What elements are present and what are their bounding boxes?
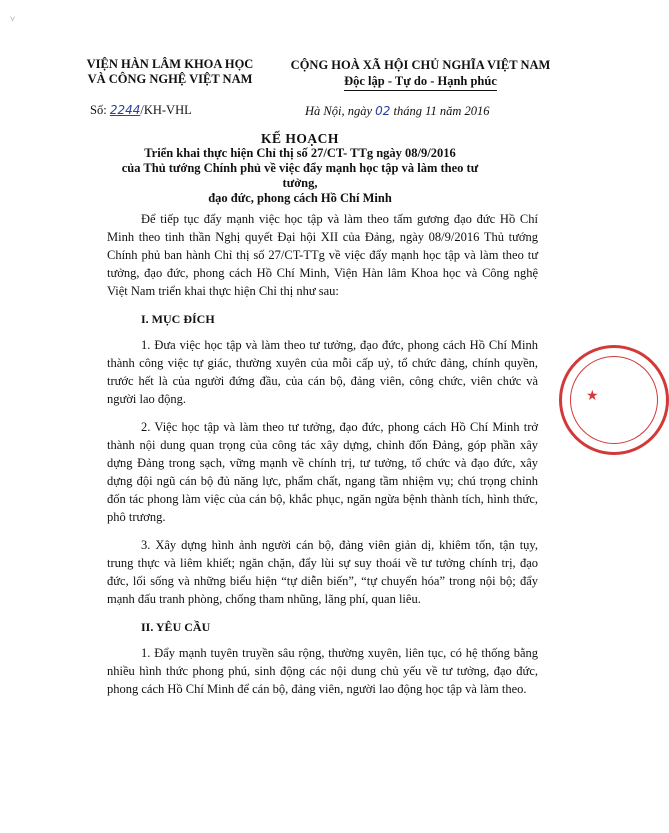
official-seal-stamp	[559, 345, 669, 455]
title-line-2: của Thủ tướng Chính phủ về việc đẩy mạnh học tập và làm theo tư tưởng,	[121, 161, 479, 190]
issuer-line-1: VIỆN HÀN LÂM KHOA HỌC	[86, 57, 254, 71]
date-suffix: tháng 11 năm 2016	[390, 104, 490, 118]
seal-star-icon: ★	[586, 389, 599, 404]
intro-paragraph: Để tiếp tục đẩy mạnh việc học tập và làm theo tấm gương đạo đức Hồ Chí Minh theo tinh thần Nghị quyết Đại hội XII của Đảng, ngày 08/9/2016 Thủ tướng Chính phủ ban hành Chỉ thị số 27/CT-TTg về việc đẩy mạnh học tập và làm theo tư tưởng, đạo đức, phong cách Hồ Chí Minh, Viện Hàn lâm Khoa học và Công nghệ Việt Nam triển khai thực hiện Chỉ thị như sau:	[107, 212, 538, 298]
paragraph: 1. Đưa việc học tập và làm theo tư tưởng, đạo đức, phong cách Hồ Chí Minh thành công việc tự giác, thường xuyên của mỗi cấp uỷ, tổ chức đảng, chính quyền, trước hết là của người đứng đầu, của cán bộ, đảng viên, công chức, viên chức và người lao động.	[107, 338, 538, 406]
issuer-block	[70, 57, 270, 87]
title-line-3: đạo đức, phong cách Hồ Chí Minh	[208, 191, 392, 205]
document-number-prefix: Số:	[90, 103, 110, 117]
scan-mark: ˅	[10, 14, 16, 24]
document-number-suffix: /KH-VHL	[140, 103, 192, 117]
title-line-1: Triển khai thực hiện Chỉ thị số 27/CT- TTg ngày 08/9/2016	[144, 146, 456, 160]
national-motto-block	[268, 57, 573, 91]
section-heading-requirements: II. YÊU CẦU	[141, 620, 211, 634]
document-number	[90, 103, 192, 118]
country-name: CỘNG HOÀ XÃ HỘI CHỦ NGHĨA VIỆT NAM	[290, 58, 551, 72]
section-heading-purpose: I. MỤC ĐÍCH	[141, 312, 215, 326]
paragraph: 2. Việc học tập và làm theo tư tưởng, đạo đức, phong cách Hồ Chí Minh trở thành nội dung quan trọng của công tác xây dựng, chỉnh đốn Đảng, góp phần xây dựng Đảng trong sạch, vững mạnh về chính trị, tư tưởng, tổ chức và đạo đức, xây dựng đội ngũ cán bộ đủ năng lực, phẩm chất, ngang tầm nhiệm vụ; chú trọng chỉnh đốn tác phong làm việc của cán bộ, khắc phục, ngăn ngừa bệnh thành tích, hình thức, phô trương.	[107, 420, 538, 524]
document-date	[305, 104, 490, 119]
document-title-block	[110, 131, 490, 206]
document-body	[107, 210, 538, 708]
date-prefix: Hà Nội, ngày	[305, 104, 376, 118]
date-day-handwritten: 02	[375, 104, 391, 118]
paragraph: 1. Đẩy mạnh tuyên truyền sâu rộng, thường xuyên, liên tục, có hệ thống bằng nhiều hình thức phong phú, sinh động các nội dung chủ yếu về tư tưởng, đạo đức, phong cách Hồ Chí Minh để cán bộ, đảng viên, người lao động học tập và làm theo.	[107, 646, 538, 696]
document-type: KẾ HOẠCH	[261, 131, 339, 146]
national-motto: Độc lập - Tự do - Hạnh phúc	[344, 73, 497, 91]
seal-inner-ring	[570, 356, 658, 444]
paragraph: 3. Xây dựng hình ảnh người cán bộ, đảng viên giản dị, khiêm tốn, tận tụy, trung thực và liêm khiết; ngăn chặn, đẩy lùi sự suy thoái về tư tưởng chính trị, đạo đức, lối sống và những biểu hiện “tự diễn biến”, “tự chuyển hóa” trong nội bộ; đẩy mạnh đấu tranh phòng, chống tham nhũng, lãng phí, quan liêu.	[107, 538, 538, 606]
issuer-line-2: VÀ CÔNG NGHỆ VIỆT NAM	[87, 72, 253, 86]
document-number-handwritten: 2244	[109, 103, 141, 117]
